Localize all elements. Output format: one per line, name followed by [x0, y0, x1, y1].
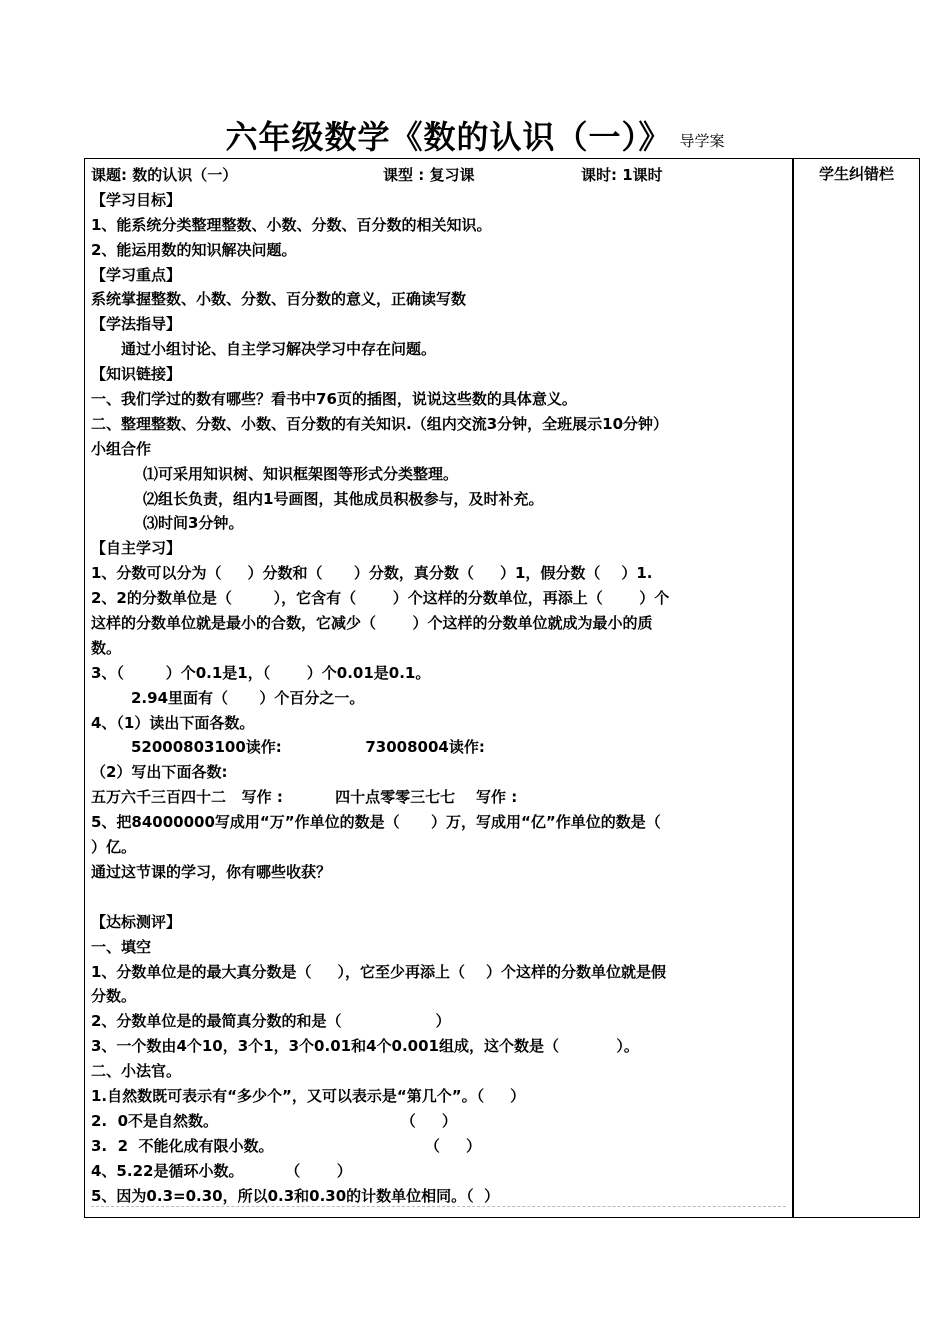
section-heading-goals: 【学习目标】 — [91, 190, 182, 209]
links-line: 二、整理整数、分数、小数、百分数的有关知识.（组内交流3分钟，全班展示10分钟） — [91, 414, 669, 433]
question-line: 5、把84000000写成用“万”作单位的数是（ ）万，写成用“亿”作单位的数是（ — [91, 813, 661, 832]
goal-line: 1、能系统分类整理整数、小数、分数、百分数的相关知识。 — [91, 215, 492, 234]
judge-line: 1.自然数既可表示有“多少个”，又可以表示是“第几个”。（ ） — [91, 1086, 526, 1105]
method-line: 通过小组讨论、自主学习解决学习中存在问题。 — [121, 340, 437, 359]
bottom-dashed-rule — [91, 1206, 786, 1207]
question-line: 分数。 — [91, 987, 137, 1006]
lesson-type: 课型 : 复习课 — [383, 166, 475, 184]
section-heading-links: 【知识链接】 — [91, 365, 182, 384]
question-line: 数。 — [91, 638, 122, 657]
question-line: 2、分数单位是的最简真分数的和是（ ） — [91, 1012, 451, 1031]
question-line: 2.94里面有（ ）个百分之一。 — [131, 688, 365, 707]
judge-line: 2. 0不是自然数。 （ ） — [91, 1111, 457, 1130]
question-line: 五万六千三百四十二 写作 : 四十点零零三七七 写作 : — [91, 788, 518, 807]
reflection-line: 通过这节课的学习，你有哪些收获？ — [91, 862, 332, 881]
question-line: 4、（1）读出下面各数。 — [91, 713, 255, 732]
judge-line: 5、因为0.3=0.30，所以0.3和0.30的计数单位相同。（ ） — [91, 1186, 500, 1205]
question-line: （2）写出下面各数: — [91, 763, 228, 782]
lesson-topic: 课题: 数的认识（一） — [91, 166, 238, 184]
section-heading-method: 【学法指导】 — [91, 315, 182, 334]
lesson-header-row — [91, 163, 789, 188]
title-sub: 导学案 — [679, 132, 725, 150]
question-line: 2、2的分数单位是（ ），它含有（ ）个这样的分数单位，再添上（ ）个 — [91, 589, 670, 608]
group-work-item: ⑵组长负责，组内1号画图，其他成员积极参与，及时补充。 — [143, 489, 544, 508]
correction-column-header: 学生纠错栏 — [818, 165, 894, 183]
title-main: 六年级数学《数的认识（一）》 — [225, 118, 672, 156]
blank-line — [91, 885, 789, 910]
group-work-item: ⑴可采用知识树、知识框架图等形式分类整理。 — [143, 464, 459, 483]
question-line: 3、（ ）个0.1是1，（ ）个0.01是0.1。 — [91, 663, 431, 682]
worksheet-content — [91, 163, 789, 1208]
section-heading-assessment: 【达标测评】 — [91, 912, 182, 931]
question-line: 这样的分数单位就是最小的合数，它减少（ ）个这样的分数单位就成为最小的质 — [91, 614, 653, 633]
question-line: 52000803100读作: 73008004读作: — [131, 738, 485, 757]
worksheet-table — [84, 158, 920, 1218]
question-line: 3、一个数由4个10，3个1，3个0.01和4个0.001组成，这个数是（ ）。 — [91, 1037, 639, 1056]
question-line: 1、分数单位是的最大真分数是（ ），它至少再添上（ ）个这样的分数单位就是假 — [91, 962, 666, 981]
focus-line: 系统掌握整数、小数、分数、百分数的意义，正确读写数 — [91, 290, 467, 309]
lesson-period: 课时: 1课时 — [581, 166, 663, 184]
question-line: ）亿。 — [91, 838, 137, 857]
subsection-judge: 二、小法官。 — [91, 1062, 182, 1081]
group-work-item: ⑶时间3分钟。 — [143, 514, 244, 533]
group-work-label: 小组合作 — [91, 439, 152, 458]
judge-line: 3. 2 不能化成有限小数。 （ ） — [91, 1136, 482, 1155]
page-title — [0, 112, 950, 158]
judge-line: 4、5.22是循环小数。 （ ） — [91, 1161, 352, 1180]
question-line: 1、分数可以分为（ ）分数和（ ）分数，真分数（ ）1，假分数（ ）1. — [91, 564, 653, 583]
section-heading-self-study: 【自主学习】 — [91, 539, 182, 558]
subsection-fill-in: 一、填空 — [91, 937, 152, 956]
goal-line: 2、能运用数的知识解决问题。 — [91, 240, 297, 259]
links-line: 一、我们学过的数有哪些？看书中76页的插图，说说这些数的具体意义。 — [91, 390, 577, 409]
column-divider — [792, 159, 794, 1217]
section-heading-focus: 【学习重点】 — [91, 265, 182, 284]
